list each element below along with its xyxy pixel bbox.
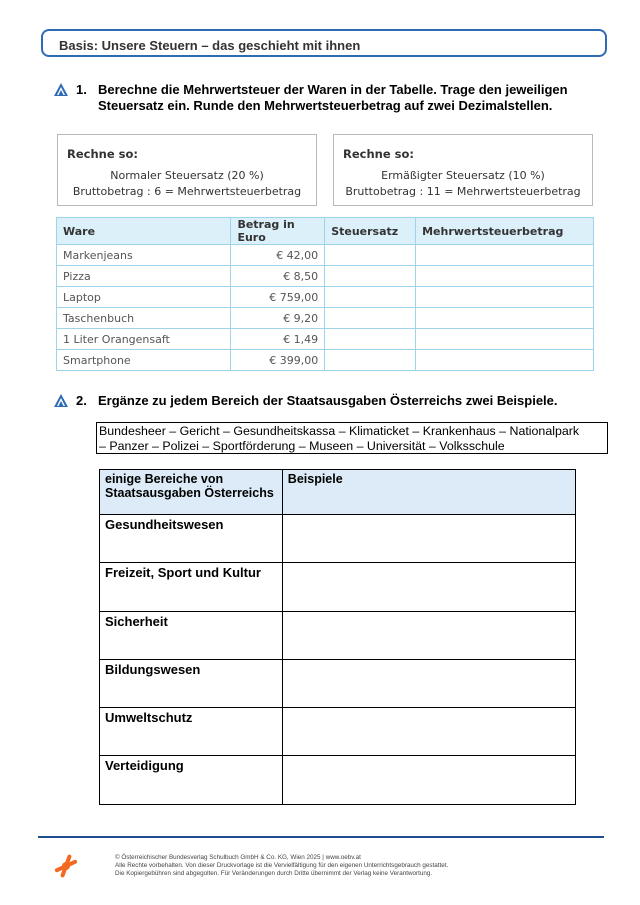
- vat-header-ware: Ware: [57, 218, 231, 245]
- task-1-number: 1.: [76, 82, 87, 97]
- footer-divider: [38, 836, 604, 838]
- area-cell: Bildungswesen: [100, 659, 283, 707]
- mwst-input-cell[interactable]: [416, 245, 594, 266]
- table-row: [57, 350, 594, 371]
- table-row: [100, 756, 576, 804]
- steuersatz-input-cell[interactable]: [325, 308, 416, 329]
- table-row: [57, 329, 594, 350]
- mwst-input-cell[interactable]: [416, 350, 594, 371]
- rechne-head: Rechne so:: [343, 147, 414, 161]
- table-row: [57, 308, 594, 329]
- areas-header-bereiche: einige Bereiche von Staatsausgaben Österreichs: [100, 470, 283, 515]
- mwst-input-cell[interactable]: [416, 266, 594, 287]
- table-row: [100, 563, 576, 611]
- table-row: [57, 245, 594, 266]
- mwst-input-cell[interactable]: [416, 329, 594, 350]
- betrag-cell: € 1,49: [231, 329, 325, 350]
- rechne-rate: Normaler Steuersatz (20 %): [110, 169, 264, 182]
- vat-header-mwst: Mehrwertsteuerbetrag: [416, 218, 594, 245]
- table-row: [100, 611, 576, 659]
- steuersatz-input-cell[interactable]: [325, 329, 416, 350]
- copyright-line-2: Alle Rechte vorbehalten. Von dieser Druckvorlage ist die Vervielfältigung für den eigenen Unterrichtsgebrauch gestattet.: [115, 862, 449, 869]
- vat-table: [56, 217, 594, 371]
- table-row: [57, 287, 594, 308]
- areas-header-beispiele: Beispiele: [282, 470, 575, 515]
- ware-cell: Smartphone: [57, 350, 231, 371]
- vat-header-steuersatz: Steuersatz: [325, 218, 416, 245]
- vat-table-header-row: [57, 218, 594, 245]
- copyright-line-3: Die Kopiergebühren sind abgegolten. Für Veränderungen durch Dritte übernimmt der Verlag keine Verantwortung.: [115, 870, 433, 877]
- table-row: [100, 659, 576, 707]
- table-row: [100, 708, 576, 756]
- ware-cell: Laptop: [57, 287, 231, 308]
- examples-input-cell[interactable]: [282, 659, 575, 707]
- word-bank-line-1: Bundesheer – Gericht – Gesundheitskassa – Klimaticket – Krankenhaus – Nationalpark: [99, 424, 580, 438]
- mwst-input-cell[interactable]: [416, 308, 594, 329]
- publisher-logo-icon: [53, 853, 79, 879]
- ware-cell: Markenjeans: [57, 245, 231, 266]
- rechne-head: Rechne so:: [67, 147, 138, 161]
- table-row: [57, 266, 594, 287]
- table-row: [100, 515, 576, 563]
- task-2: [54, 393, 614, 411]
- betrag-cell: € 9,20: [231, 308, 325, 329]
- betrag-cell: € 8,50: [231, 266, 325, 287]
- worksheet-title-box: [41, 29, 607, 57]
- steuersatz-input-cell[interactable]: [325, 350, 416, 371]
- copyright-notice: [115, 854, 448, 878]
- mwst-input-cell[interactable]: [416, 287, 594, 308]
- worksheet-title: Basis: Unsere Steuern – das geschieht mit ihnen: [59, 38, 361, 53]
- task-1: [54, 82, 614, 116]
- steuersatz-input-cell[interactable]: [325, 266, 416, 287]
- rechne-box-normal: [57, 134, 317, 206]
- rechne-box-reduced: [333, 134, 593, 206]
- examples-input-cell[interactable]: [282, 756, 575, 804]
- betrag-cell: € 42,00: [231, 245, 325, 266]
- areas-table: [99, 469, 576, 805]
- copyright-line-1: © Österreichischer Bundesverlag Schulbuch GmbH & Co. KG, Wien 2025 | www.oebv.at: [115, 854, 361, 861]
- areas-table-header-row: [100, 470, 576, 515]
- ware-cell: 1 Liter Orangensaft: [57, 329, 231, 350]
- task-2-text: Ergänze zu jedem Bereich der Staatsausgaben Österreichs zwei Beispiele.: [98, 393, 558, 408]
- area-cell: Freizeit, Sport und Kultur: [100, 563, 283, 611]
- word-bank-line-2: – Panzer – Polizei – Sportförderung – Museen – Universität – Volksschule: [99, 439, 505, 453]
- ware-cell: Taschenbuch: [57, 308, 231, 329]
- word-bank: [96, 422, 608, 454]
- betrag-cell: € 759,00: [231, 287, 325, 308]
- basis-level-icon: [54, 83, 68, 96]
- betrag-cell: € 399,00: [231, 350, 325, 371]
- steuersatz-input-cell[interactable]: [325, 287, 416, 308]
- rechne-formula: Bruttobetrag : 11 = Mehrwertsteuerbetrag: [345, 185, 581, 198]
- examples-input-cell[interactable]: [282, 611, 575, 659]
- rechne-rate: Ermäßigter Steuersatz (10 %): [381, 169, 545, 182]
- task-2-number: 2.: [76, 393, 87, 408]
- examples-input-cell[interactable]: [282, 708, 575, 756]
- vat-header-betrag: Betrag in Euro: [231, 218, 325, 245]
- area-cell: Sicherheit: [100, 611, 283, 659]
- task-1-text: Berechne die Mehrwertsteuer der Waren in der Tabelle. Trage den jeweiligen Steuersatz ein. Runde den Mehrwertsteuerbetrag auf zwei Dezimalstellen.: [98, 82, 568, 113]
- steuersatz-input-cell[interactable]: [325, 245, 416, 266]
- area-cell: Verteidigung: [100, 756, 283, 804]
- area-cell: Gesundheitswesen: [100, 515, 283, 563]
- examples-input-cell[interactable]: [282, 563, 575, 611]
- ware-cell: Pizza: [57, 266, 231, 287]
- area-cell: Umweltschutz: [100, 708, 283, 756]
- rechne-formula: Bruttobetrag : 6 = Mehrwertsteuerbetrag: [72, 185, 302, 198]
- basis-level-icon: [54, 394, 68, 407]
- examples-input-cell[interactable]: [282, 515, 575, 563]
